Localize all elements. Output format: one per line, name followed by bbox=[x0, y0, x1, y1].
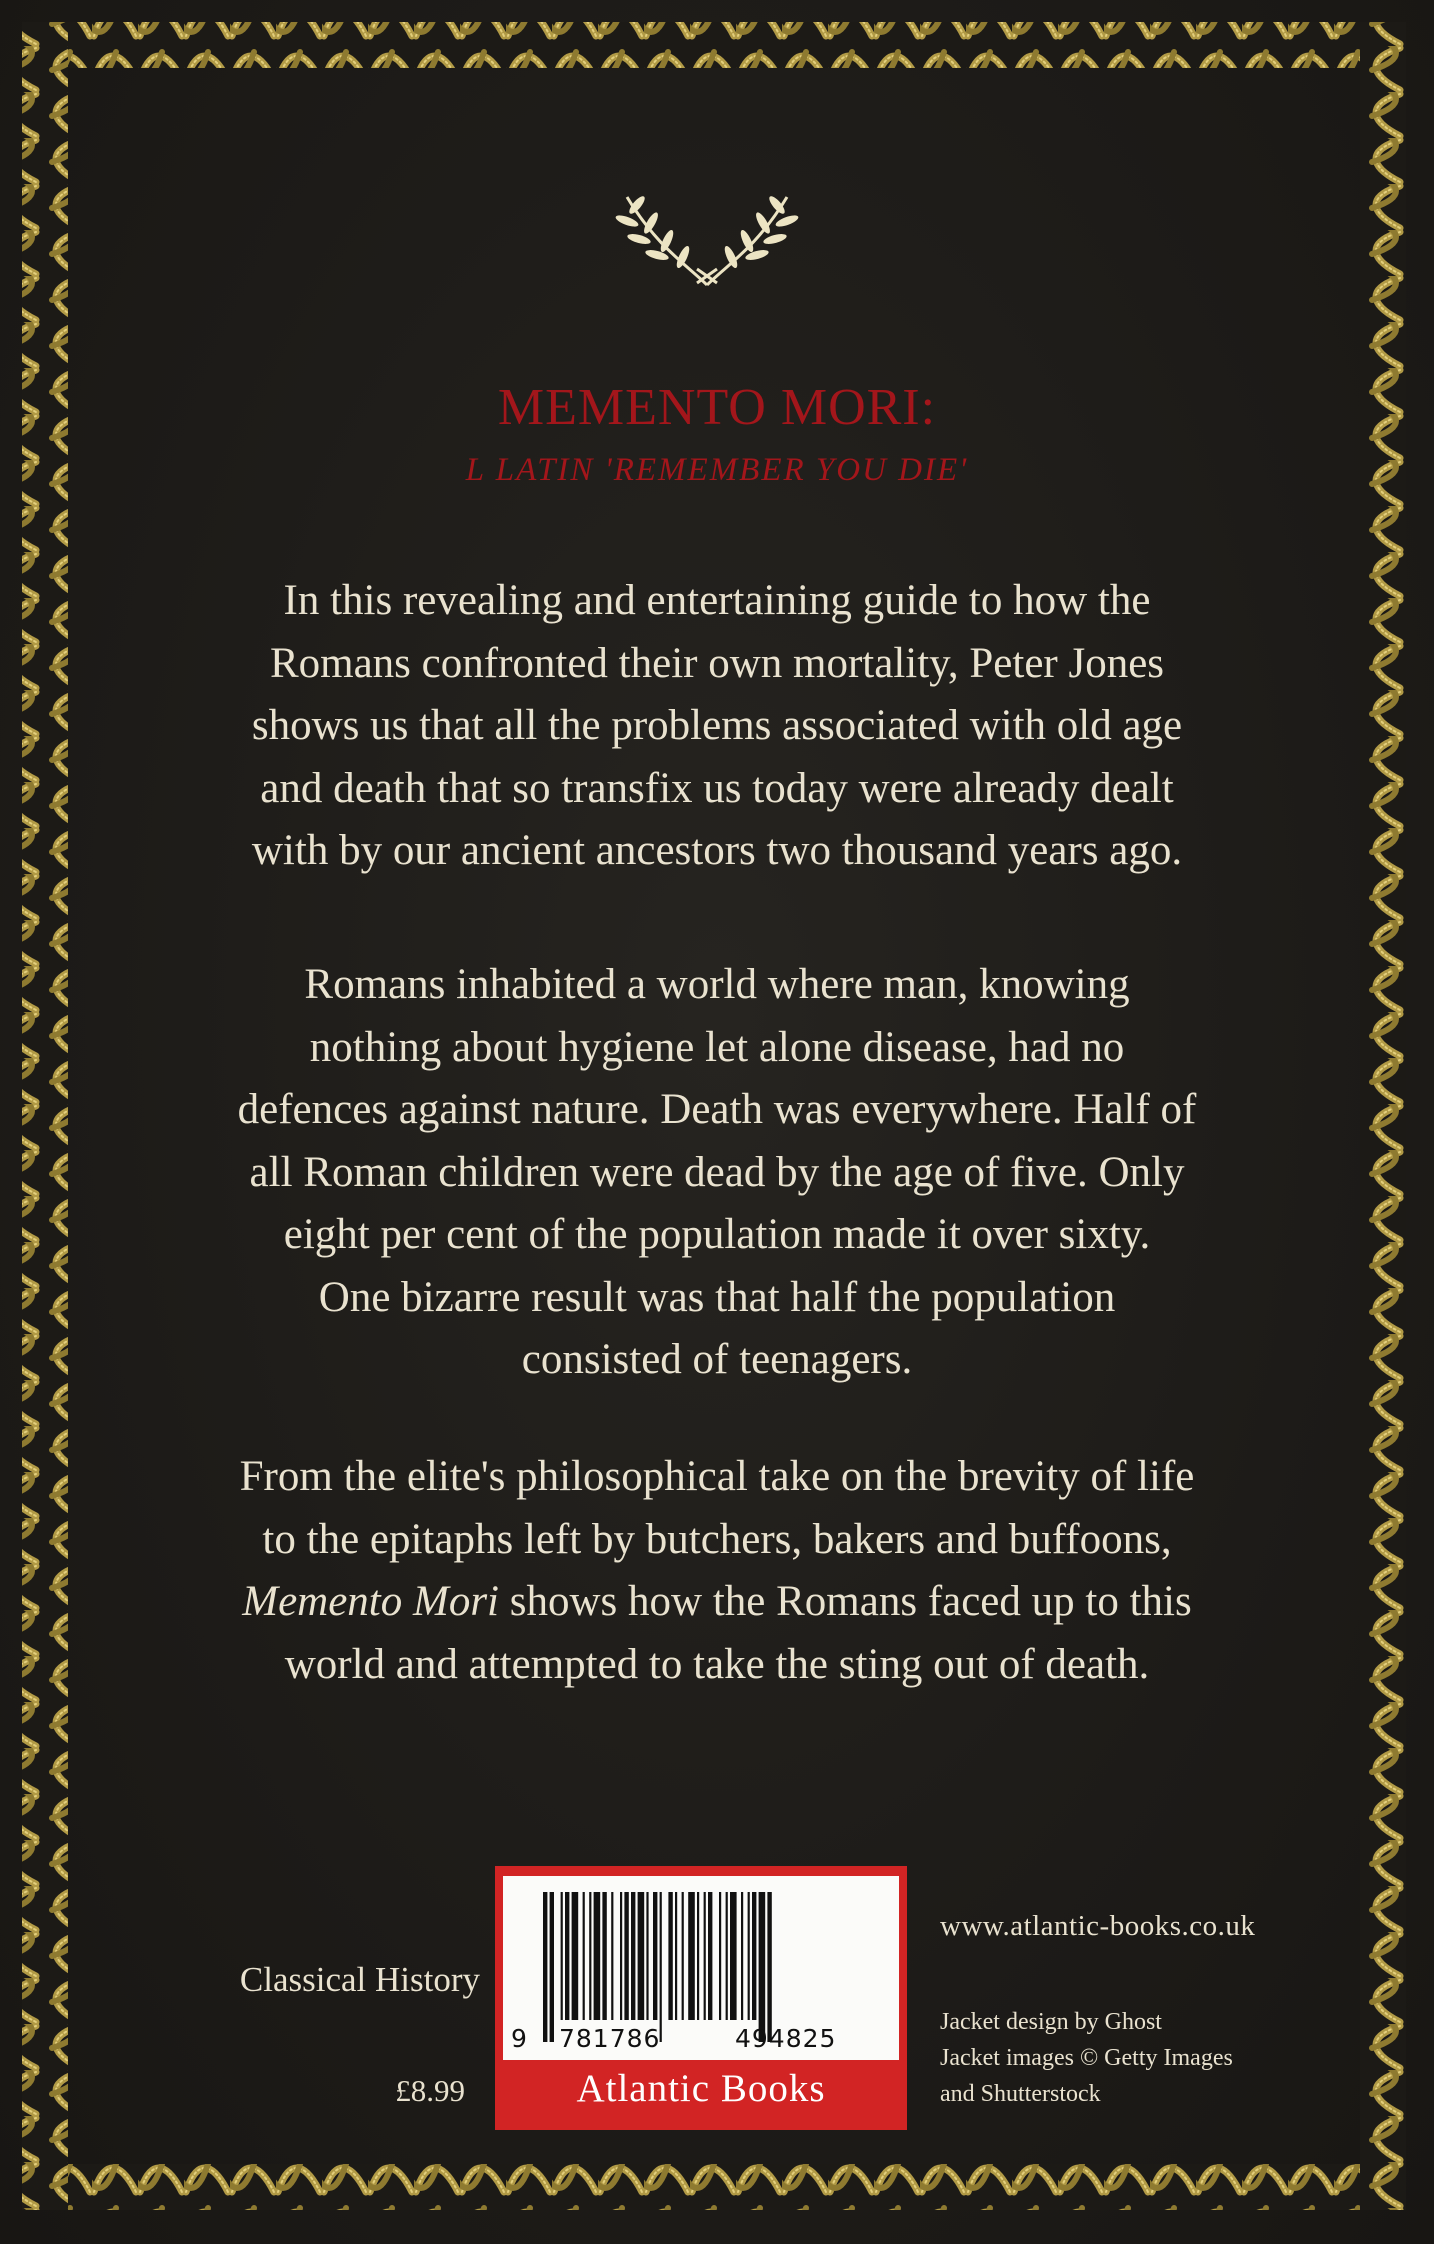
barcode-bar bbox=[752, 1892, 756, 2020]
blurb-line bbox=[120, 1571, 1314, 1634]
credit-line: and Shutterstock bbox=[940, 2081, 1101, 2107]
barcode-bar bbox=[682, 1892, 684, 2020]
blurb-line: nothing about hygiene let alone disease, had no bbox=[309, 1023, 1125, 1071]
barcode-bar bbox=[704, 1892, 706, 2020]
blurb-text: shows how the Romans faced up to this bbox=[499, 1578, 1192, 1625]
jacket-credits bbox=[940, 2004, 1233, 2112]
barcode-bar bbox=[583, 1892, 585, 2020]
barcode-bar bbox=[565, 1892, 569, 2020]
blurb-paragraph-2 bbox=[120, 954, 1314, 1392]
blurb-line: with by our ancient ancestors two thousand years ago. bbox=[251, 827, 1183, 874]
barcode-bar bbox=[660, 1892, 662, 2042]
barcode-bar bbox=[759, 1892, 766, 2042]
book-title: MEMENTO MORI: bbox=[497, 379, 937, 436]
credit-line: Jacket design by Ghost bbox=[940, 2009, 1162, 2035]
barcode-bar bbox=[726, 1892, 728, 2020]
blurb-line: and death that so transfix us today were already dealt bbox=[260, 764, 1174, 812]
barcode-area bbox=[503, 1876, 899, 2060]
barcode-bar bbox=[708, 1892, 712, 2020]
blurb-line: world and attempted to take the sting out of death. bbox=[284, 1640, 1150, 1688]
blurb-line: In this revealing and entertaining guide to how the bbox=[283, 577, 1151, 624]
barcode-bar bbox=[631, 1892, 635, 2020]
barcode-bar bbox=[550, 1892, 554, 2042]
laurel-wreath-icon bbox=[607, 185, 807, 295]
barcode-bar bbox=[611, 1892, 613, 2020]
blurb-line: Romans confronted their own mortality, Peter Jones bbox=[269, 639, 1165, 687]
barcode-bar bbox=[668, 1892, 672, 2020]
book-subtitle: L LATIN 'REMEMBER YOU DIE' bbox=[465, 452, 969, 488]
barcode-bar bbox=[602, 1892, 606, 2020]
publisher-name: Atlantic Books bbox=[576, 2067, 826, 2110]
blurb-paragraph-3 bbox=[120, 1446, 1314, 1696]
barcode-bar bbox=[638, 1892, 645, 2020]
barcode-bar bbox=[646, 1892, 648, 2020]
barcode-bar bbox=[767, 1892, 771, 2042]
barcode-bar bbox=[589, 1892, 591, 2020]
barcode-panel bbox=[495, 1866, 907, 2130]
genre-label: Classical History bbox=[239, 1960, 480, 1999]
book-title-italic: Memento Mori bbox=[242, 1578, 500, 1625]
barcode-bar bbox=[543, 1892, 547, 2042]
barcode-bars bbox=[543, 1892, 863, 2042]
blurb-line: consisted of teenagers. bbox=[521, 1336, 913, 1383]
barcode-bar bbox=[624, 1892, 628, 2020]
blurb-paragraph-1 bbox=[120, 570, 1314, 883]
barcode-bar bbox=[620, 1892, 622, 2020]
blurb-line: defences against nature. Death was everywhere. Half of bbox=[237, 1086, 1197, 1133]
barcode-bar bbox=[697, 1892, 699, 2020]
barcode-bar bbox=[561, 1892, 563, 2020]
barcode-bar bbox=[719, 1892, 721, 2020]
barcode-bar bbox=[741, 1892, 743, 2020]
barcode-bar bbox=[730, 1892, 737, 2020]
blurb-line: Romans inhabited a world where man, knowing bbox=[304, 961, 1130, 1008]
blurb-line: shows us that all the problems associated with old age bbox=[251, 702, 1183, 749]
blurb-line: From the elite's philosophical take on the brevity of life bbox=[239, 1453, 1195, 1500]
price-label: £8.99 bbox=[395, 2073, 465, 2108]
barcode-bar bbox=[748, 1892, 750, 2020]
barcode-digit-first: 9 bbox=[511, 2024, 528, 2053]
credit-line: Jacket images © Getty Images bbox=[940, 2045, 1233, 2071]
barcode-bar bbox=[572, 1892, 579, 2020]
blurb-line: eight per cent of the population made it over sixty. bbox=[283, 1211, 1151, 1258]
barcode-bar bbox=[675, 1892, 677, 2020]
blurb-line: One bizarre result was that half the population bbox=[318, 1273, 1116, 1321]
publisher-website: www.atlantic-books.co.uk bbox=[940, 1910, 1256, 1942]
barcode-bar bbox=[594, 1892, 601, 2020]
barcode-digits-group-2: 494825 bbox=[735, 2024, 837, 2053]
barcode-bar bbox=[688, 1892, 695, 2020]
blurb-line: all Roman children were dead by the age of five. Only bbox=[249, 1148, 1185, 1196]
barcode-digits-group-1: 781786 bbox=[559, 2024, 661, 2053]
barcode-bar bbox=[653, 1892, 657, 2020]
blurb-line: to the epitaphs left by butchers, bakers and buffoons, bbox=[262, 1515, 1172, 1563]
